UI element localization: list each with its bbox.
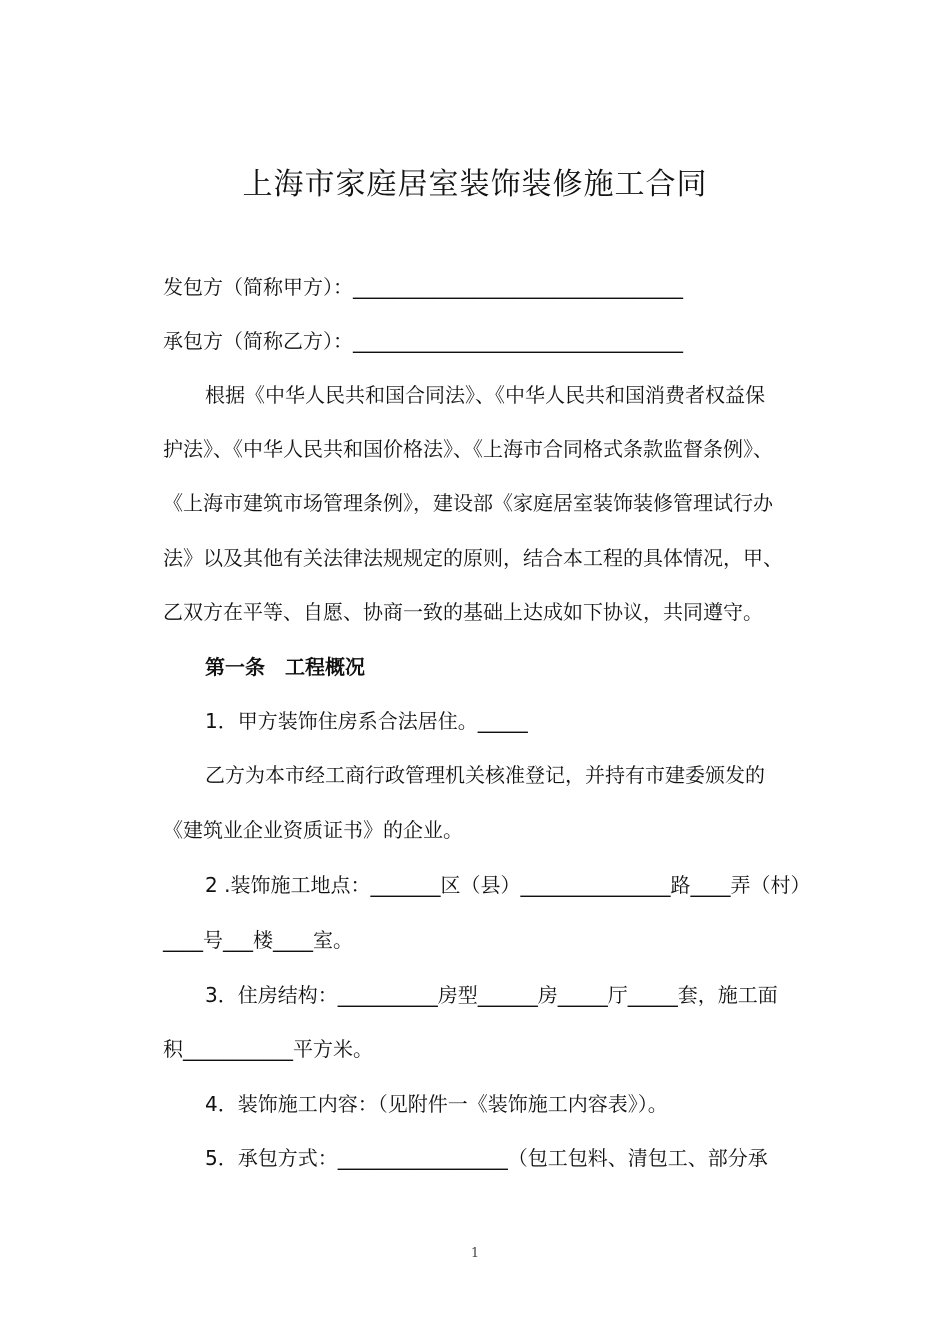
- party-a-line: 发包方（简称甲方）：_________________________________: [163, 275, 683, 299]
- clause-item-2: 2 .装饰施工地点：_______区（县）_______________路____弄（村）: [205, 873, 811, 897]
- clause-item-5: 5．承包方式：_________________（包工包料、清包工、部分承: [205, 1146, 768, 1170]
- preamble-line: 法》以及其他有关法律法规规定的原则，结合本工程的具体情况，甲、: [163, 546, 783, 570]
- clause-item-1-continued: 《建筑业企业资质证书》的企业。: [163, 818, 463, 842]
- party-b-line: 承包方（简称乙方）：_________________________________: [163, 329, 683, 353]
- document-title: 上海市家庭居室装饰装修施工合同: [242, 167, 708, 202]
- clause-item-4: 4．装饰施工内容：（见附件一《装饰施工内容表》）。: [205, 1092, 668, 1116]
- preamble-line: 《上海市建筑市场管理条例》，建设部《家庭居室装饰装修管理试行办: [163, 491, 773, 515]
- clause-item-1-continued: 乙方为本市经工商行政管理机关核准登记，并持有市建委颁发的: [205, 763, 765, 787]
- preamble-line: 护法》、《中华人民共和国价格法》、《上海市合同格式条款监督条例》、: [163, 437, 773, 461]
- preamble-line: 根据《中华人民共和国合同法》、《中华人民共和国消费者权益保: [205, 383, 765, 407]
- clause-item-2-continued: ____号___楼____室。: [163, 928, 353, 952]
- page-number: 1: [470, 1246, 480, 1261]
- clause-item-1: 1．甲方装饰住房系合法居住。_____: [205, 709, 528, 733]
- clause-item-3-continued: 积___________平方米。: [163, 1037, 373, 1061]
- article-1-heading: 第一条 工程概况: [205, 655, 365, 679]
- clause-item-3: 3．住房结构：__________房型______房_____厅_____套，施工面: [205, 983, 778, 1007]
- preamble-line: 乙双方在平等、自愿、协商一致的基础上达成如下协议，共同遵守。: [163, 600, 763, 624]
